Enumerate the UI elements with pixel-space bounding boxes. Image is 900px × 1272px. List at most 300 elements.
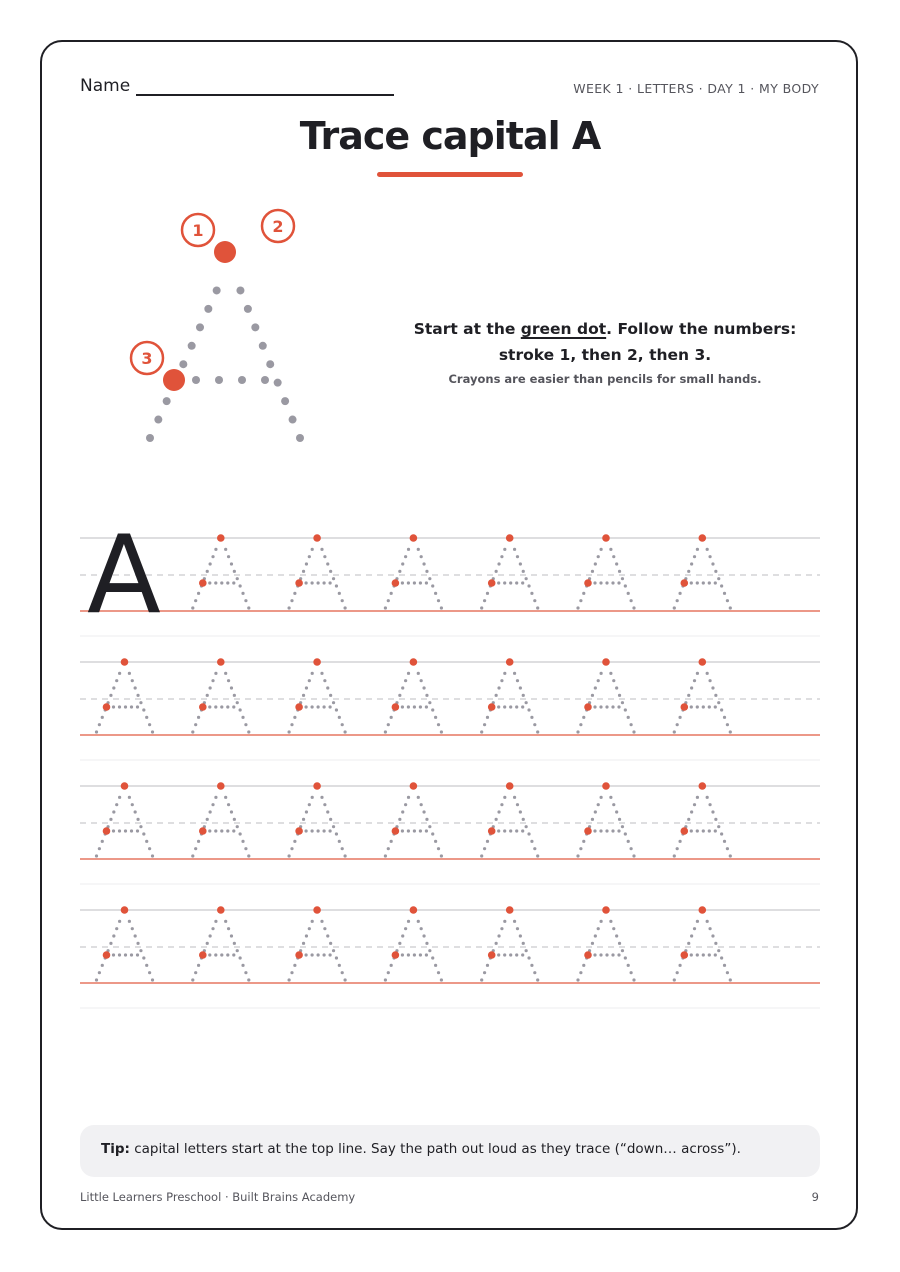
trace-dot xyxy=(618,942,621,945)
trace-dot xyxy=(323,803,326,806)
trace-dot xyxy=(226,581,229,584)
trace-dot xyxy=(527,708,530,711)
trace-dot xyxy=(151,730,154,733)
trace-dot xyxy=(495,818,498,821)
trace-dot xyxy=(329,829,332,832)
trace-dot xyxy=(232,705,235,708)
trace-dot xyxy=(341,971,344,974)
trace-dot xyxy=(128,672,131,675)
trace-dot xyxy=(599,581,602,584)
dotted-letter-a xyxy=(384,658,443,733)
trace-dot xyxy=(486,964,489,967)
trace-dot xyxy=(690,562,693,565)
trace-dot xyxy=(714,705,717,708)
trace-dot xyxy=(209,810,212,813)
trace-dot xyxy=(302,694,305,697)
trace-dot xyxy=(305,581,308,584)
trace-dot xyxy=(497,953,500,956)
trace-dot xyxy=(576,978,579,981)
trace-dot xyxy=(723,964,726,967)
dotted-letter-a xyxy=(384,782,443,857)
trace-dot xyxy=(197,592,200,595)
trace-dot xyxy=(593,829,596,832)
trace-crossbar-start-dot xyxy=(488,951,496,959)
trace-dot xyxy=(419,829,422,832)
trace-dot xyxy=(407,672,410,675)
trace-dot xyxy=(530,840,533,843)
trace-dot xyxy=(605,953,608,956)
trace-dot xyxy=(536,854,539,857)
trace-dot xyxy=(509,581,512,584)
trace-dot xyxy=(696,920,699,923)
trace-dot xyxy=(134,686,137,689)
trace-dot xyxy=(134,934,137,937)
trace-dot xyxy=(624,708,627,711)
trace-dot xyxy=(483,599,486,602)
trace-dot xyxy=(323,953,326,956)
trace-dot xyxy=(516,927,519,930)
trace-dot xyxy=(115,679,118,682)
trace-dot xyxy=(696,796,699,799)
trace-dot xyxy=(338,716,341,719)
trace-dot xyxy=(98,847,101,850)
stroke-number-1-text: 1 xyxy=(192,221,204,240)
trace-dot xyxy=(425,953,428,956)
trace-dot xyxy=(726,847,729,850)
trace-dot xyxy=(420,555,423,558)
trace-dot xyxy=(440,730,443,733)
name-label: Name xyxy=(80,76,131,96)
trace-dot xyxy=(211,927,214,930)
trace-dot xyxy=(678,592,681,595)
trace-dot xyxy=(239,956,242,959)
trace-dot xyxy=(227,927,230,930)
trace-dot xyxy=(118,705,121,708)
trace-dot xyxy=(522,818,525,821)
trace-dot xyxy=(673,854,676,857)
trace-dot xyxy=(420,679,423,682)
trace-dot xyxy=(206,570,209,573)
trace-dot xyxy=(696,705,699,708)
trace-dot xyxy=(401,581,404,584)
trace-dot xyxy=(519,934,522,937)
trace-dot xyxy=(582,716,585,719)
trace-dot xyxy=(618,694,621,697)
trace-dot xyxy=(624,584,627,587)
trace-start-dot xyxy=(602,906,610,914)
trace-dot xyxy=(112,953,115,956)
trace-dot xyxy=(407,705,410,708)
trace-dot xyxy=(708,953,711,956)
trace-dot xyxy=(582,840,585,843)
trace-dot xyxy=(533,599,536,602)
trace-dot xyxy=(611,705,614,708)
trace-dot xyxy=(302,570,305,573)
trace-dot xyxy=(208,829,211,832)
trace-crossbar-start-dot xyxy=(681,951,689,959)
trace-dot xyxy=(344,978,347,981)
instructions-lead: Start at the xyxy=(413,320,521,338)
dotted-letter-a xyxy=(384,534,443,609)
trace-dot xyxy=(417,920,420,923)
trace-crossbar-start-dot xyxy=(295,703,303,711)
trace-dot xyxy=(290,599,293,602)
trace-dot xyxy=(711,810,714,813)
trace-dot xyxy=(390,840,393,843)
trace-dot xyxy=(579,599,582,602)
trace-dot xyxy=(522,942,525,945)
trace-dot xyxy=(194,847,197,850)
trace-dot xyxy=(230,934,233,937)
trace-dot xyxy=(519,810,522,813)
trace-dot xyxy=(503,548,506,551)
trace-dot xyxy=(338,592,341,595)
instructions-highlight: green dot xyxy=(520,320,607,338)
trace-dot xyxy=(693,679,696,682)
trace-dot xyxy=(591,942,594,945)
trace-dot xyxy=(720,708,723,711)
trace-dot xyxy=(233,570,236,573)
trace-dot xyxy=(305,953,308,956)
trace-dot xyxy=(509,705,512,708)
trace-dot xyxy=(115,803,118,806)
trace-dot xyxy=(693,927,696,930)
trace-dot xyxy=(428,825,431,828)
trace-dot xyxy=(419,581,422,584)
demo-dot xyxy=(274,379,282,387)
trace-dot xyxy=(241,840,244,843)
trace-dot xyxy=(227,555,230,558)
trace-dot xyxy=(118,796,121,799)
trace-dot xyxy=(521,581,524,584)
trace-dot xyxy=(232,581,235,584)
trace-dot xyxy=(239,708,242,711)
handwriting-guide-lines xyxy=(80,538,820,1008)
trace-dot xyxy=(101,840,104,843)
trace-dot xyxy=(197,840,200,843)
trace-dot xyxy=(326,686,329,689)
name-field[interactable] xyxy=(136,94,394,96)
trace-dot xyxy=(624,832,627,835)
trace-dot xyxy=(425,581,428,584)
demo-dot xyxy=(289,416,297,424)
trace-dot xyxy=(326,810,329,813)
trace-dot xyxy=(486,840,489,843)
trace-dot xyxy=(597,679,600,682)
trace-start-dot xyxy=(506,534,514,542)
trace-dot xyxy=(509,953,512,956)
trace-dot xyxy=(431,956,434,959)
trace-dot xyxy=(497,705,500,708)
trace-dot xyxy=(151,854,154,857)
trace-dot xyxy=(288,606,291,609)
trace-dot xyxy=(480,730,483,733)
trace-dot xyxy=(308,555,311,558)
trace-dot xyxy=(124,829,127,832)
trace-dot xyxy=(434,964,437,967)
demo-dot xyxy=(188,342,196,350)
trace-dot xyxy=(191,978,194,981)
trace-dot xyxy=(609,796,612,799)
trace-dot xyxy=(422,934,425,937)
trace-dot xyxy=(136,942,139,945)
trace-dot xyxy=(214,829,217,832)
trace-dot xyxy=(621,825,624,828)
trace-start-dot xyxy=(217,906,225,914)
trace-crossbar-start-dot xyxy=(295,827,303,835)
trace-dot xyxy=(522,570,525,573)
trace-dot xyxy=(341,723,344,726)
trace-dot xyxy=(530,716,533,719)
trace-start-dot xyxy=(410,906,418,914)
trace-dot xyxy=(124,705,127,708)
trace-dot xyxy=(513,796,516,799)
trace-dot xyxy=(706,920,709,923)
dotted-letter-a xyxy=(673,906,732,981)
trace-dot xyxy=(612,679,615,682)
trace-dot xyxy=(139,701,142,704)
trace-dot xyxy=(678,840,681,843)
trace-dot xyxy=(332,701,335,704)
trace-dot xyxy=(483,723,486,726)
trace-dot xyxy=(329,570,332,573)
trace-start-dot xyxy=(217,534,225,542)
trace-start-dot xyxy=(410,534,418,542)
trace-dot xyxy=(717,577,720,580)
trace-dot xyxy=(495,942,498,945)
trace-start-dot xyxy=(410,658,418,666)
trace-dot xyxy=(593,953,596,956)
trace-dot xyxy=(600,920,603,923)
trace-dot xyxy=(611,953,614,956)
demo-dot xyxy=(296,434,304,442)
trace-dot xyxy=(690,953,693,956)
trace-dot xyxy=(317,953,320,956)
trace-dot xyxy=(714,581,717,584)
trace-dot xyxy=(497,581,500,584)
trace-dot xyxy=(497,686,500,689)
trace-dot xyxy=(288,854,291,857)
trace-dot xyxy=(425,694,428,697)
tracing-letters xyxy=(95,534,732,981)
trace-dot xyxy=(729,978,732,981)
trace-dot xyxy=(600,672,603,675)
trace-dot xyxy=(693,803,696,806)
trace-dot xyxy=(139,949,142,952)
trace-dot xyxy=(338,840,341,843)
dotted-letter-a xyxy=(95,906,154,981)
trace-dot xyxy=(404,555,407,558)
trace-dot xyxy=(136,705,139,708)
trace-dot xyxy=(194,599,197,602)
trace-dot xyxy=(419,953,422,956)
demo-crossbar-dot xyxy=(215,376,223,384)
trace-dot xyxy=(687,570,690,573)
stroke-number-3-text: 3 xyxy=(141,349,153,368)
trace-dot xyxy=(630,723,633,726)
dotted-letter-a xyxy=(288,782,347,857)
trace-dot xyxy=(390,592,393,595)
trace-dot xyxy=(142,956,145,959)
trace-dot xyxy=(480,978,483,981)
trace-dot xyxy=(236,701,239,704)
trace-dot xyxy=(236,825,239,828)
trace-dot xyxy=(522,694,525,697)
trace-dot xyxy=(305,705,308,708)
trace-dot xyxy=(696,581,699,584)
trace-dot xyxy=(387,723,390,726)
trace-crossbar-start-dot xyxy=(681,827,689,835)
trace-dot xyxy=(241,592,244,595)
trace-dot xyxy=(191,730,194,733)
trace-dot xyxy=(527,832,530,835)
trace-dot xyxy=(194,971,197,974)
trace-dot xyxy=(708,705,711,708)
trace-crossbar-start-dot xyxy=(103,827,111,835)
trace-dot xyxy=(320,796,323,799)
dotted-letter-a xyxy=(673,782,732,857)
trace-dot xyxy=(516,803,519,806)
trace-dot xyxy=(533,971,536,974)
trace-dot xyxy=(615,686,618,689)
demo-dot xyxy=(236,286,244,294)
trace-dot xyxy=(593,705,596,708)
demo-dot xyxy=(266,360,274,368)
trace-dot xyxy=(401,562,404,565)
trace-start-dot xyxy=(506,782,514,790)
trace-dot xyxy=(597,803,600,806)
trace-dot xyxy=(673,978,676,981)
trace-dot xyxy=(533,723,536,726)
trace-dot xyxy=(344,854,347,857)
trace-dot xyxy=(335,708,338,711)
trace-dot xyxy=(130,953,133,956)
trace-dot xyxy=(617,829,620,832)
demo-dot xyxy=(281,397,289,405)
trace-dot xyxy=(224,672,227,675)
trace-dot xyxy=(214,796,217,799)
trace-dot xyxy=(407,548,410,551)
trace-dot xyxy=(417,796,420,799)
trace-dot xyxy=(599,953,602,956)
trace-dot xyxy=(305,829,308,832)
trace-dot xyxy=(711,562,714,565)
trace-dot xyxy=(525,949,528,952)
trace-dot xyxy=(726,971,729,974)
trace-dot xyxy=(341,847,344,850)
trace-dot xyxy=(329,581,332,584)
trace-dot xyxy=(323,555,326,558)
tip-label: Tip: xyxy=(101,1141,130,1157)
trace-dot xyxy=(112,686,115,689)
trace-dot xyxy=(500,679,503,682)
trace-crossbar-start-dot xyxy=(199,579,207,587)
trace-dot xyxy=(208,953,211,956)
trace-dot xyxy=(227,679,230,682)
trace-dot xyxy=(428,701,431,704)
trace-dot xyxy=(417,672,420,675)
trace-dot xyxy=(131,679,134,682)
trace-dot xyxy=(723,592,726,595)
dotted-letter-a xyxy=(191,658,250,733)
trace-dot xyxy=(224,548,227,551)
demo-dot-path xyxy=(146,286,304,442)
model-letter: A xyxy=(87,520,161,638)
trace-dot xyxy=(112,829,115,832)
trace-dot xyxy=(244,971,247,974)
trace-dot xyxy=(615,810,618,813)
trace-dot xyxy=(142,832,145,835)
trace-dot xyxy=(323,927,326,930)
trace-dot xyxy=(344,730,347,733)
trace-dot xyxy=(486,592,489,595)
trace-dot xyxy=(509,829,512,832)
trace-dot xyxy=(632,854,635,857)
trace-dot xyxy=(673,730,676,733)
trace-dot xyxy=(503,581,506,584)
trace-dot xyxy=(673,606,676,609)
dotted-letter-a xyxy=(191,782,250,857)
trace-start-dot xyxy=(217,782,225,790)
trace-dot xyxy=(220,953,223,956)
trace-dot xyxy=(690,934,693,937)
trace-dot xyxy=(714,942,717,945)
trace-dot xyxy=(214,672,217,675)
trace-dot xyxy=(515,829,518,832)
trace-dot xyxy=(422,810,425,813)
trace-dot xyxy=(627,840,630,843)
trace-dot xyxy=(148,971,151,974)
trace-dot xyxy=(115,927,118,930)
trace-dot xyxy=(594,934,597,937)
trace-dot xyxy=(612,803,615,806)
trace-dot xyxy=(236,949,239,952)
trace-dot xyxy=(503,796,506,799)
trace-dot xyxy=(513,672,516,675)
trace-dot xyxy=(617,581,620,584)
trace-dot xyxy=(726,599,729,602)
dotted-letter-a xyxy=(576,782,635,857)
trace-dot xyxy=(591,694,594,697)
trace-dot xyxy=(597,927,600,930)
trace-crossbar-start-dot xyxy=(199,703,207,711)
trace-dot xyxy=(226,953,229,956)
trace-crossbar-start-dot xyxy=(392,827,400,835)
trace-dot xyxy=(145,964,148,967)
trace-crossbar-start-dot xyxy=(103,703,111,711)
trace-dot xyxy=(323,829,326,832)
trace-dot xyxy=(600,548,603,551)
footer-credit: Little Learners Preschool · Built Brains Academy xyxy=(80,1190,356,1204)
trace-dot xyxy=(398,694,401,697)
trace-dot xyxy=(335,956,338,959)
trace-dot xyxy=(118,829,121,832)
demo-crossbar-dot xyxy=(238,376,246,384)
trace-dot xyxy=(136,953,139,956)
trace-dot xyxy=(676,971,679,974)
trace-dot xyxy=(497,562,500,565)
trace-start-dot xyxy=(602,534,610,542)
trace-dot xyxy=(690,810,693,813)
trace-dot xyxy=(609,920,612,923)
trace-dot xyxy=(696,953,699,956)
trace-dot xyxy=(407,796,410,799)
trace-dot xyxy=(305,562,308,565)
trace-dot xyxy=(503,829,506,832)
trace-dot xyxy=(236,577,239,580)
trace-dot xyxy=(145,716,148,719)
trace-dot xyxy=(208,581,211,584)
